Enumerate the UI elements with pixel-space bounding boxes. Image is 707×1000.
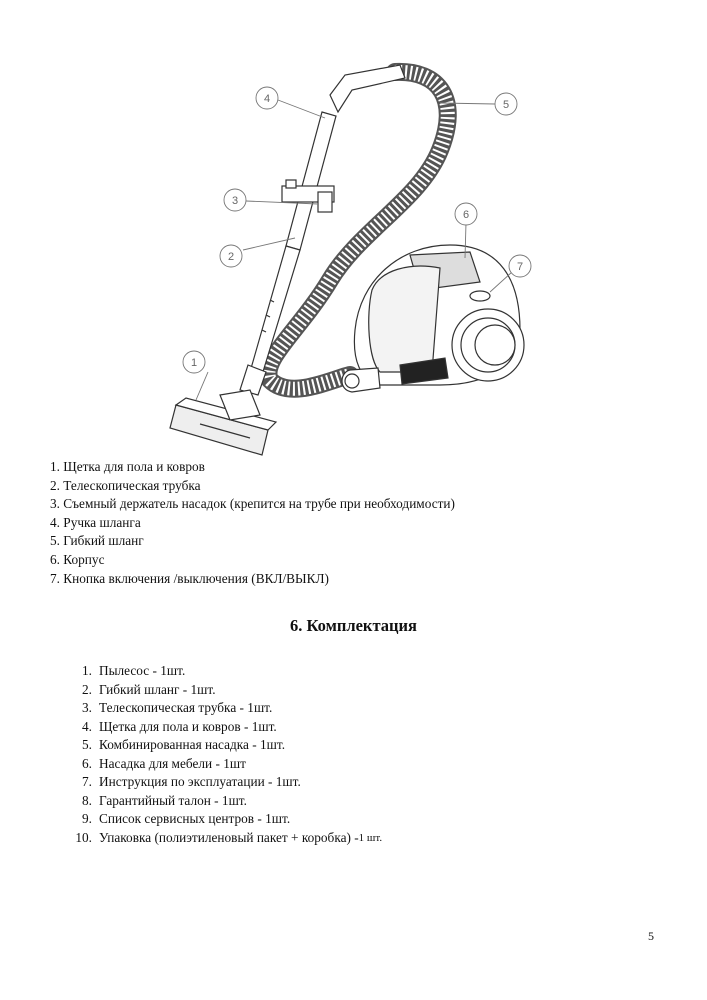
callout-label-7: 7 bbox=[516, 261, 524, 273]
legend-item: 5. Гибкий шланг bbox=[50, 533, 144, 549]
callout-label-4: 4 bbox=[263, 93, 271, 105]
legend-item: 6. Корпус bbox=[50, 551, 105, 567]
list-item-suffix: 1 шт. bbox=[358, 831, 383, 844]
list-item-number: 7. bbox=[82, 774, 92, 789]
callout-label-6: 6 bbox=[462, 209, 470, 221]
package-contents-list bbox=[70, 662, 382, 847]
list-item-text: Телескопическая трубка - 1шт. bbox=[99, 700, 273, 715]
list-item-number: 3. bbox=[82, 700, 92, 715]
list-item bbox=[70, 681, 382, 700]
page-number: 5 bbox=[648, 929, 654, 943]
parts-legend bbox=[50, 458, 455, 588]
list-item-text: Инструкция по эксплуатации - 1шт. bbox=[99, 774, 301, 789]
list-item-number: 6. bbox=[82, 755, 92, 771]
legend-item: 7. Кнопка включения /выключения (ВКЛ/ВЫКЛ) bbox=[50, 570, 329, 586]
list-item bbox=[70, 662, 382, 681]
floor-brush-drawing bbox=[170, 390, 276, 455]
list-item-text: Список сервисных центров - 1шт. bbox=[99, 811, 291, 826]
list-item-number: 2. bbox=[82, 681, 92, 697]
list-item-text: Щетка для пола и ковров - 1шт. bbox=[99, 718, 277, 734]
list-item-text: Пылесос - 1шт. bbox=[99, 663, 186, 678]
section-title: 6. Комплектация bbox=[290, 616, 417, 635]
callout-label-1: 1 bbox=[190, 357, 198, 369]
callout-label-5: 5 bbox=[502, 99, 510, 111]
list-item-number: 1. bbox=[82, 663, 92, 678]
list-item bbox=[70, 718, 382, 737]
list-item bbox=[70, 792, 382, 811]
list-item-number: 5. bbox=[82, 737, 92, 752]
list-item bbox=[70, 699, 382, 718]
list-item bbox=[70, 810, 382, 829]
list-item bbox=[70, 829, 382, 848]
list-item-number: 9. bbox=[82, 811, 92, 826]
list-item-text: Гибкий шланг - 1шт. bbox=[99, 681, 216, 697]
callout-label-3: 3 bbox=[231, 195, 239, 207]
list-item bbox=[70, 736, 382, 755]
list-item-text: Комбинированная насадка - 1шт. bbox=[99, 737, 286, 752]
list-item-number: 10. bbox=[75, 829, 92, 845]
list-item bbox=[70, 755, 382, 774]
list-item bbox=[70, 773, 382, 792]
list-item-text: Гарантийный талон - 1шт. bbox=[99, 792, 247, 808]
vacuum-cleaner-diagram bbox=[150, 60, 570, 460]
list-item-text: Упаковка (полиэтиленовый пакет + коробка) - bbox=[99, 829, 359, 845]
callout-label-2: 2 bbox=[227, 251, 235, 263]
list-item-number: 8. bbox=[82, 792, 92, 808]
legend-item: 1. Щетка для пола и ковров bbox=[50, 459, 205, 474]
legend-item: 2. Телескопическая трубка bbox=[50, 477, 201, 493]
list-item-number: 4. bbox=[82, 718, 92, 734]
legend-item: 4. Ручка шланга bbox=[50, 514, 141, 530]
list-item-text: Насадка для мебели - 1шт bbox=[99, 755, 246, 771]
legend-item: 3. Съемный держатель насадок (крепится на трубе при необходимости) bbox=[50, 496, 455, 512]
vacuum-body-drawing bbox=[342, 245, 524, 392]
